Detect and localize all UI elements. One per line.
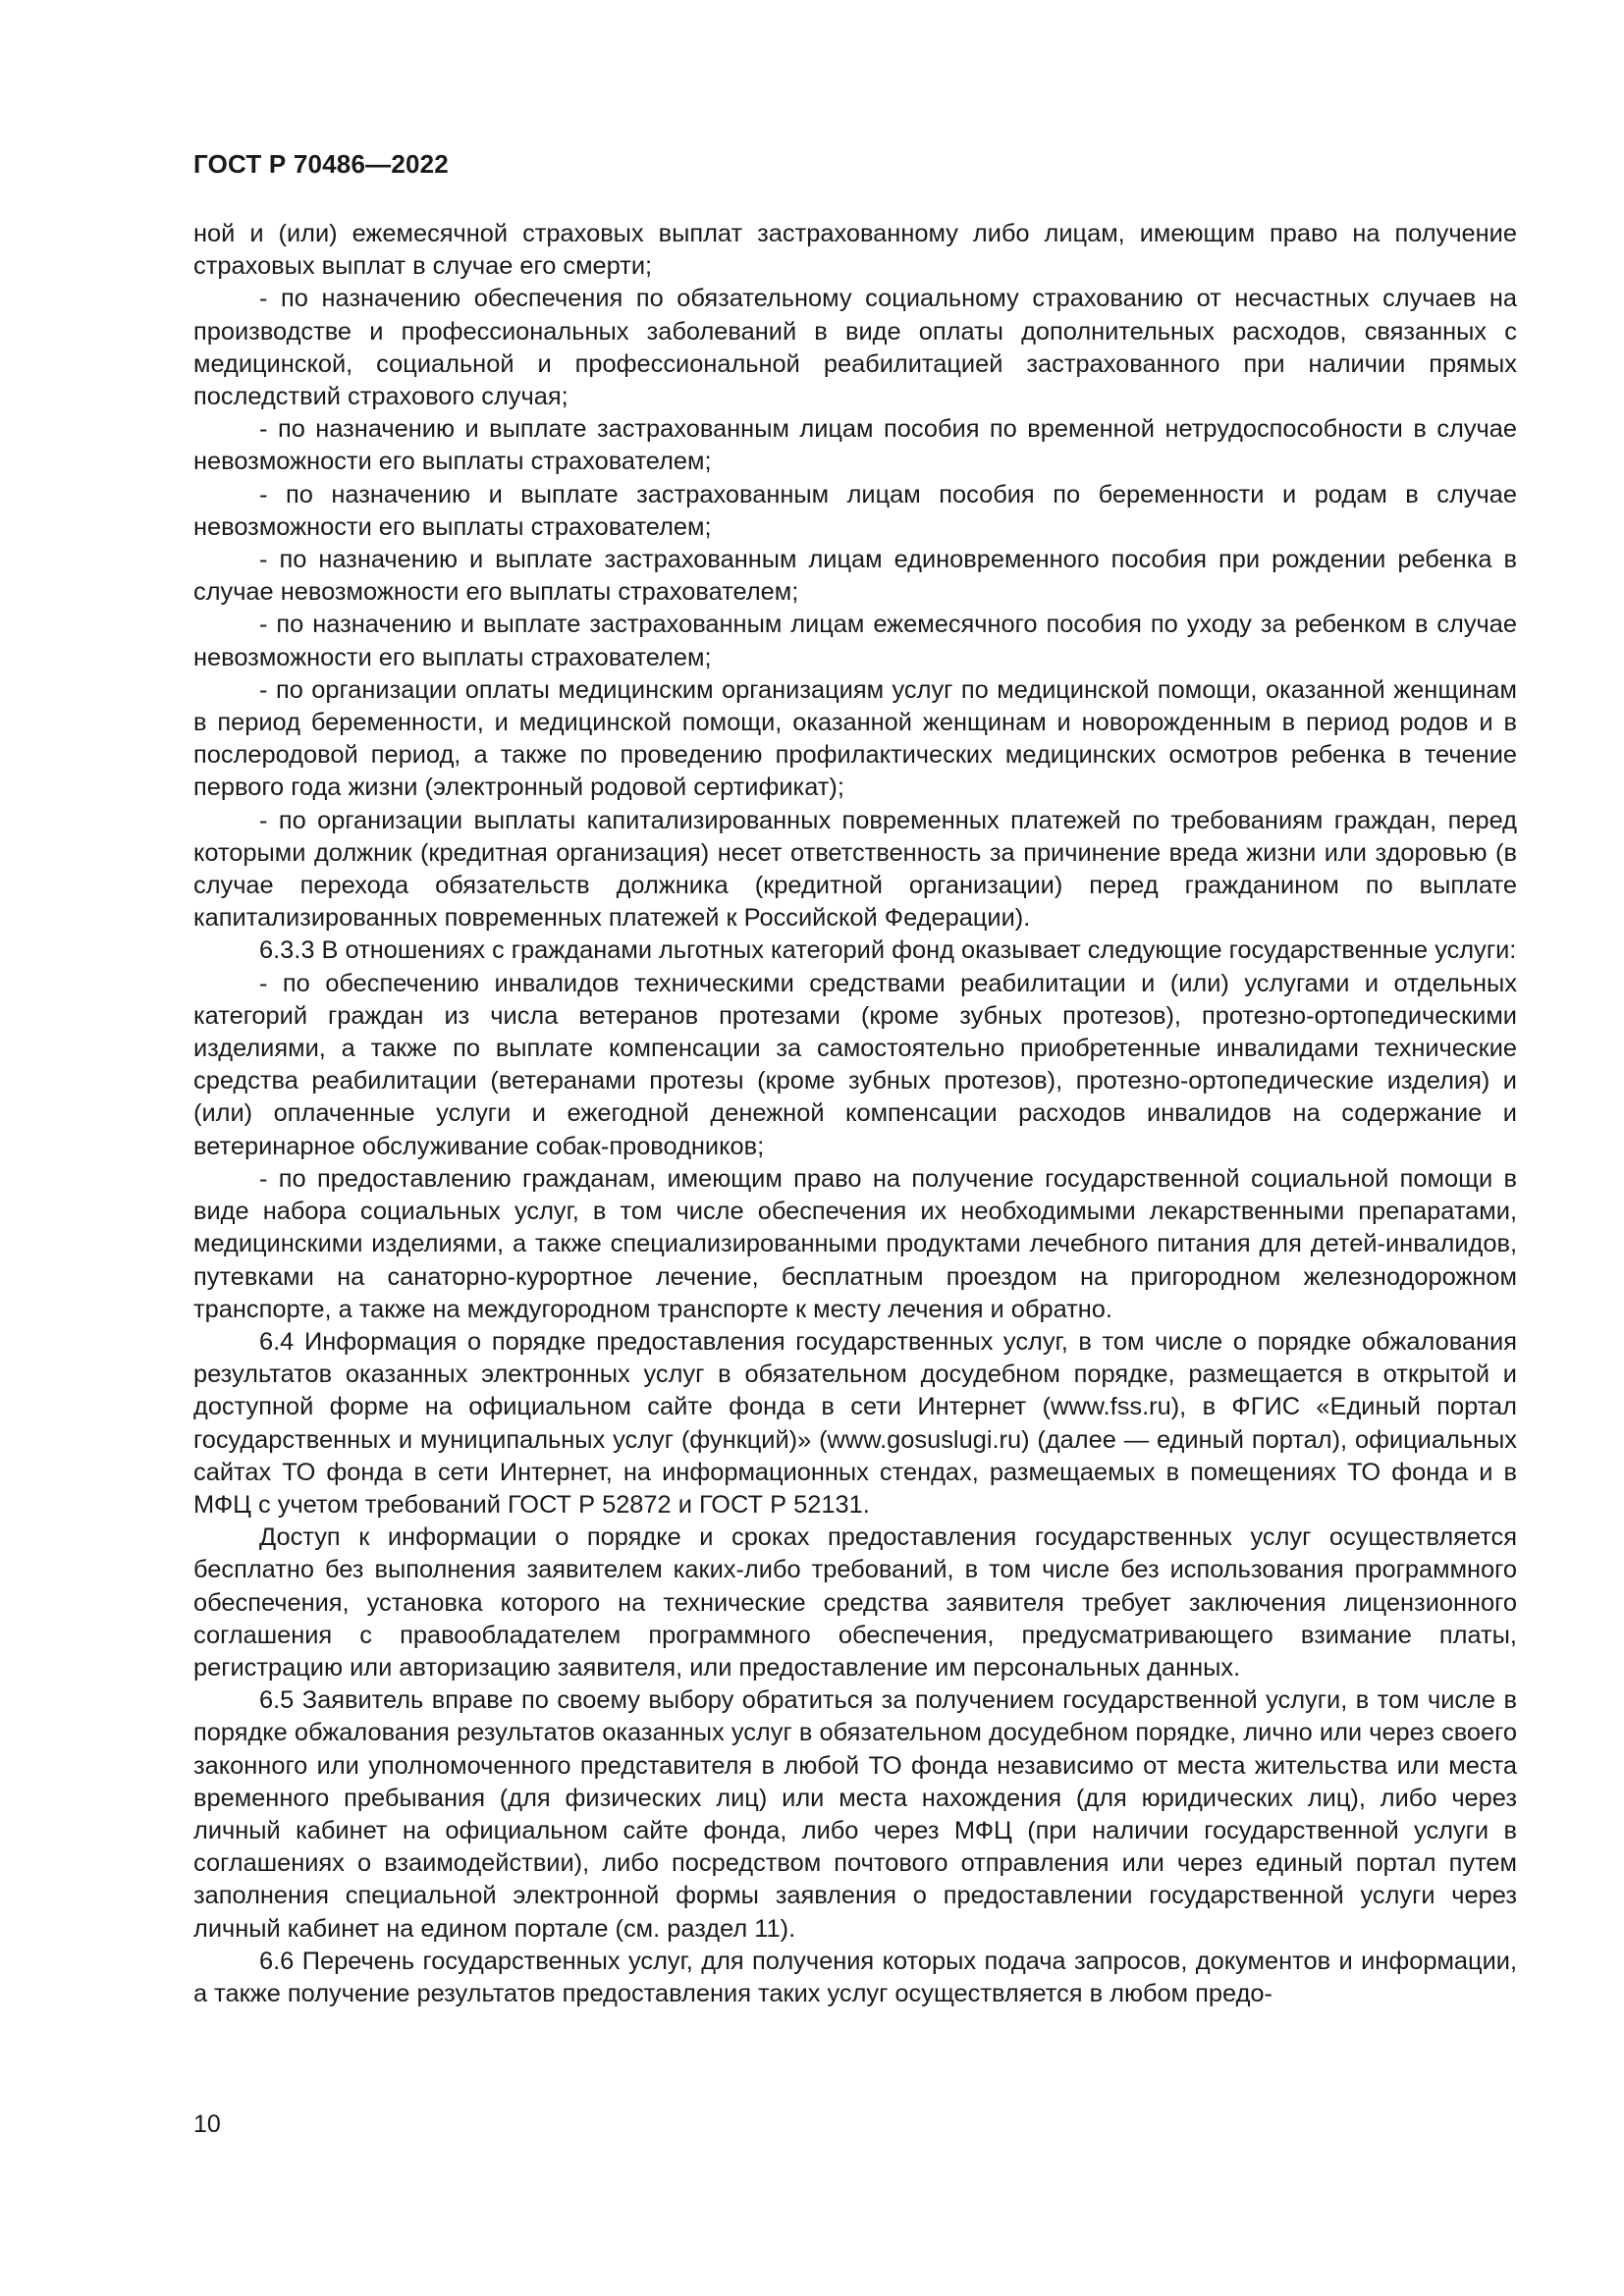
paragraph-continuation: ной и (или) ежемесячной страховых выплат застрахованному либо лицам, имеющим право на получение страховых выплат в случае его смерти; [193, 220, 1517, 281]
list-item-capitalized-payments: - по организации выплаты капитализированных повременных платежей по требованиям граждан, перед которыми должник (кредитная организация) несет ответственность за причинение вреда жизни или здоровью (в случае перехода обязательств должника (кредитной организации) перед гражданином по выплате капитализированных повременных платежей к Российской Федерации). [193, 806, 1517, 933]
body-text [193, 218, 1517, 2010]
clause-6-5: 6.5 Заявитель вправе по своему выбору обратиться за получением государственной услуги, в том числе в порядке обжалования результатов оказанных услуг в обязательном досудебном порядке, лично или через своего законного или уполномоченного представителя в любой ТО фонда независимо от места жительства или места временного пребывания (для физических лиц) или места нахождения (для юридических лиц), либо через личный кабинет на официальном сайте фонда, либо через МФЦ (при наличии государственной услуги в соглашениях о взаимодействии), либо посредством почтового отправления или через единый портал путем заполнения специальной электронной формы заявления о предоставлении государственной услуги через личный кабинет на едином портале (см. раздел 11). [193, 1686, 1517, 1943]
clause-6-3-3: 6.3.3 В отношениях с гражданами льготных категорий фонд оказывает следующие государственные услуги: [259, 936, 1517, 965]
list-item-social-services: - по предоставлению гражданам, имеющим право на получение государственной социальной помощи в виде набора социальных услуг, в том числе обеспечения их необходимыми лекарственными препаратами, медицинскими изделиями, а также специализированными продуктами лечебного питания для детей-инвалидов, путевками на санаторно-курортное лечение, бесплатным проездом на пригородном железнодорожном транспорте, а также на междугородном транспорте к месту лечения и обратно. [193, 1164, 1517, 1323]
page-number: 10 [193, 2110, 221, 2138]
clause-6-6: 6.6 Перечень государственных услуг, для получения которых подача запросов, документов и информации, а также получение результатов предоставления таких услуг осуществляется в любом предо- [193, 1947, 1517, 2007]
list-item-sick-leave-benefit: - по назначению и выплате застрахованным лицам пособия по временной нетрудоспособности в случае невозможности его выплаты страхователем; [193, 415, 1517, 476]
list-item-childcare-allowance: - по назначению и выплате застрахованным лицам ежемесячного пособия по уходу за ребенком в случае невозможности его выплаты страхователем; [193, 611, 1517, 671]
paragraph-access-info: Доступ к информации о порядке и сроках предоставления государственных услуг осуществляется бесплатно без выполнения заявителем каких-либо требований, в том числе без использования программного обеспечения, установка которого на технические средства заявителя требует заключения лицензионного соглашения с правообладателем программного обеспечения, предусматривающего взимание платы, регистрацию или авторизацию заявителя, или предоставление им персональных данных. [193, 1523, 1517, 1682]
list-item-rehab-equipment: - по обеспечению инвалидов техническими средствами реабилитации и (или) услугами и отдельных категорий граждан из числа ветеранов протезами (кроме зубных протезов), протезно-ортопедическими изделиями, а также по выплате компенсации за самостоятельно приобретенные инвалидами технические средства реабилитации (ветеранами протезы (кроме зубных протезов), протезно-ортопедические изделия) и (или) оплаченные услуги и ежегодной денежной компенсации расходов инвалидов на содержание и ветеринарное обслуживание собак-проводников; [193, 969, 1517, 1160]
clause-6-4: 6.4 Информация о порядке предоставления государственных услуг, в том числе о порядке обжалования результатов оказанных электронных услуг в обязательном досудебном порядке, размещается в открытой и доступной форме на официальном сайте фонда в сети Интернет (www.fss.ru), в ФГИС «Единый портал государственных и муниципальных услуг (функций)» (www.gosuslugi.ru) (далее — единый портал), официальных сайтах ТО фонда в сети Интернет, на информационных стендах, размещаемых в помещениях ТО фонда и в МФЦ с учетом требований ГОСТ Р 52872 и ГОСТ Р 52131. [193, 1327, 1517, 1519]
list-item-birth-allowance: - по назначению и выплате застрахованным лицам единовременного пособия при рождении ребенка в случае невозможности его выплаты страхователем; [193, 546, 1517, 607]
list-item-maternity-benefit: - по назначению и выплате застрахованным лицам пособия по беременности и родам в случае невозможности его выплаты страхователем; [193, 480, 1517, 541]
list-item-birth-certificate: - по организации оплаты медицинским организациям услуг по медицинской помощи, оказанной женщинам в период беременности, и медицинской помощи, оказанной женщинам и новорожденным в период родов и в послеродовой период, а также по проведению профилактических медицинских осмотров ребенка в течение первого года жизни (электронный родовой сертификат); [193, 675, 1517, 802]
list-item-work-accident-rehab: - по назначению обеспечения по обязательному социальному страхованию от несчастных случаев на производстве и профессиональных заболеваний в виде оплаты дополнительных расходов, связанных с медицинской, социальной и профессиональной реабилитацией застрахованного при наличии прямых последствий страхового случая; [193, 285, 1517, 411]
page-header-standard: ГОСТ Р 70486—2022 [193, 149, 449, 179]
